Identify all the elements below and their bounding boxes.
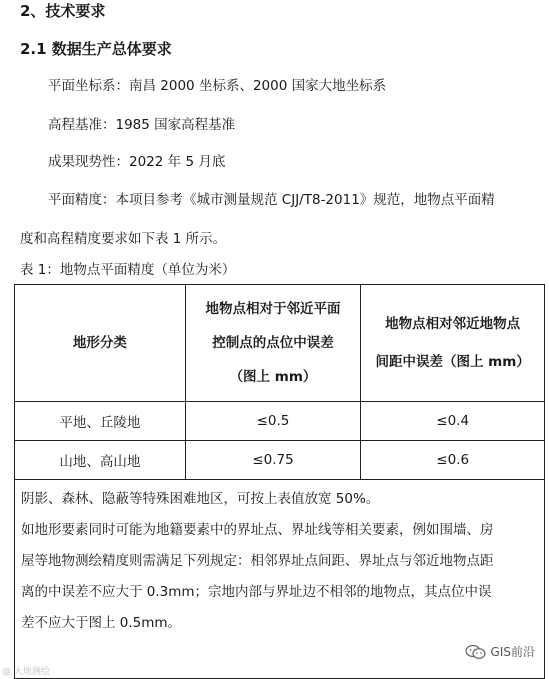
header-spacing-error — [361, 285, 545, 402]
header-terrain — [15, 285, 186, 402]
header-control-line1: 地物点相对于邻近平面 — [205, 301, 341, 317]
table-header-row — [15, 285, 545, 402]
spacing-error-cell: ≤0.4 — [361, 402, 545, 441]
coordinate-system-text: 平面坐标系：南昌 2000 坐标系、2000 国家大地坐标系 — [48, 78, 387, 94]
control-error-cell: ≤0.75 — [185, 441, 361, 480]
wechat-icon — [465, 644, 487, 660]
header-spacing-line1: 地物点相对邻近地物点 — [385, 316, 521, 332]
table-caption: 表 1：地物点平面精度（单位为米） — [20, 262, 236, 278]
note-line: 屋等地物测绘精度则需满足下列规定：相邻界址点间距、界址点与邻近地物点距 — [21, 553, 494, 569]
currency-text: 成果现势性：2022 年 5 月底 — [48, 154, 226, 170]
table-row — [15, 441, 545, 480]
source-watermark: @ 大地测绘 — [2, 667, 50, 677]
header-control-line3: （图上 mm） — [229, 369, 317, 385]
brand-watermark — [465, 643, 535, 660]
elevation-datum-text: 高程基准：1985 国家高程基准 — [48, 117, 236, 133]
accuracy-text-line2: 度和高程精度要求如下表 1 所示。 — [20, 231, 227, 247]
header-terrain-label: 地形分类 — [72, 335, 127, 351]
terrain-cell: 平地、丘陵地 — [15, 402, 186, 441]
header-control-error — [185, 285, 361, 402]
brand-label: GIS前沿 — [490, 645, 535, 659]
header-spacing-line2: 间距中误差（图上 mm） — [375, 354, 530, 370]
note-line: 如地形要素同时可能为地籍要素中的界址点、界址线等相关要素，例如围墙、房 — [21, 522, 494, 538]
note-line: 差不应大于图上 0.5mm。 — [21, 615, 182, 631]
spacing-error-cell: ≤0.6 — [361, 441, 545, 480]
accuracy-table — [14, 284, 545, 679]
table-row — [15, 402, 545, 441]
note-line: 离的中误差不应大于 0.3mm；宗地内部与界址边不相邻的地物点，其点位中误 — [21, 584, 492, 600]
subsection-heading: 2.1 数据生产总体要求 — [20, 40, 172, 58]
control-error-cell: ≤0.5 — [185, 402, 361, 441]
note-line: 阴影、森林、隐蔽等特殊困难地区，可按上表值放宽 50%。 — [21, 491, 380, 507]
section-heading: 2、技术要求 — [20, 2, 106, 20]
terrain-cell: 山地、高山地 — [15, 441, 186, 480]
accuracy-text-line1: 平面精度：本项目参考《城市测量规范 CJJ/T8-2011》规范，地物点平面精 — [48, 192, 495, 208]
header-control-line2: 控制点的点位中误差 — [212, 335, 334, 351]
